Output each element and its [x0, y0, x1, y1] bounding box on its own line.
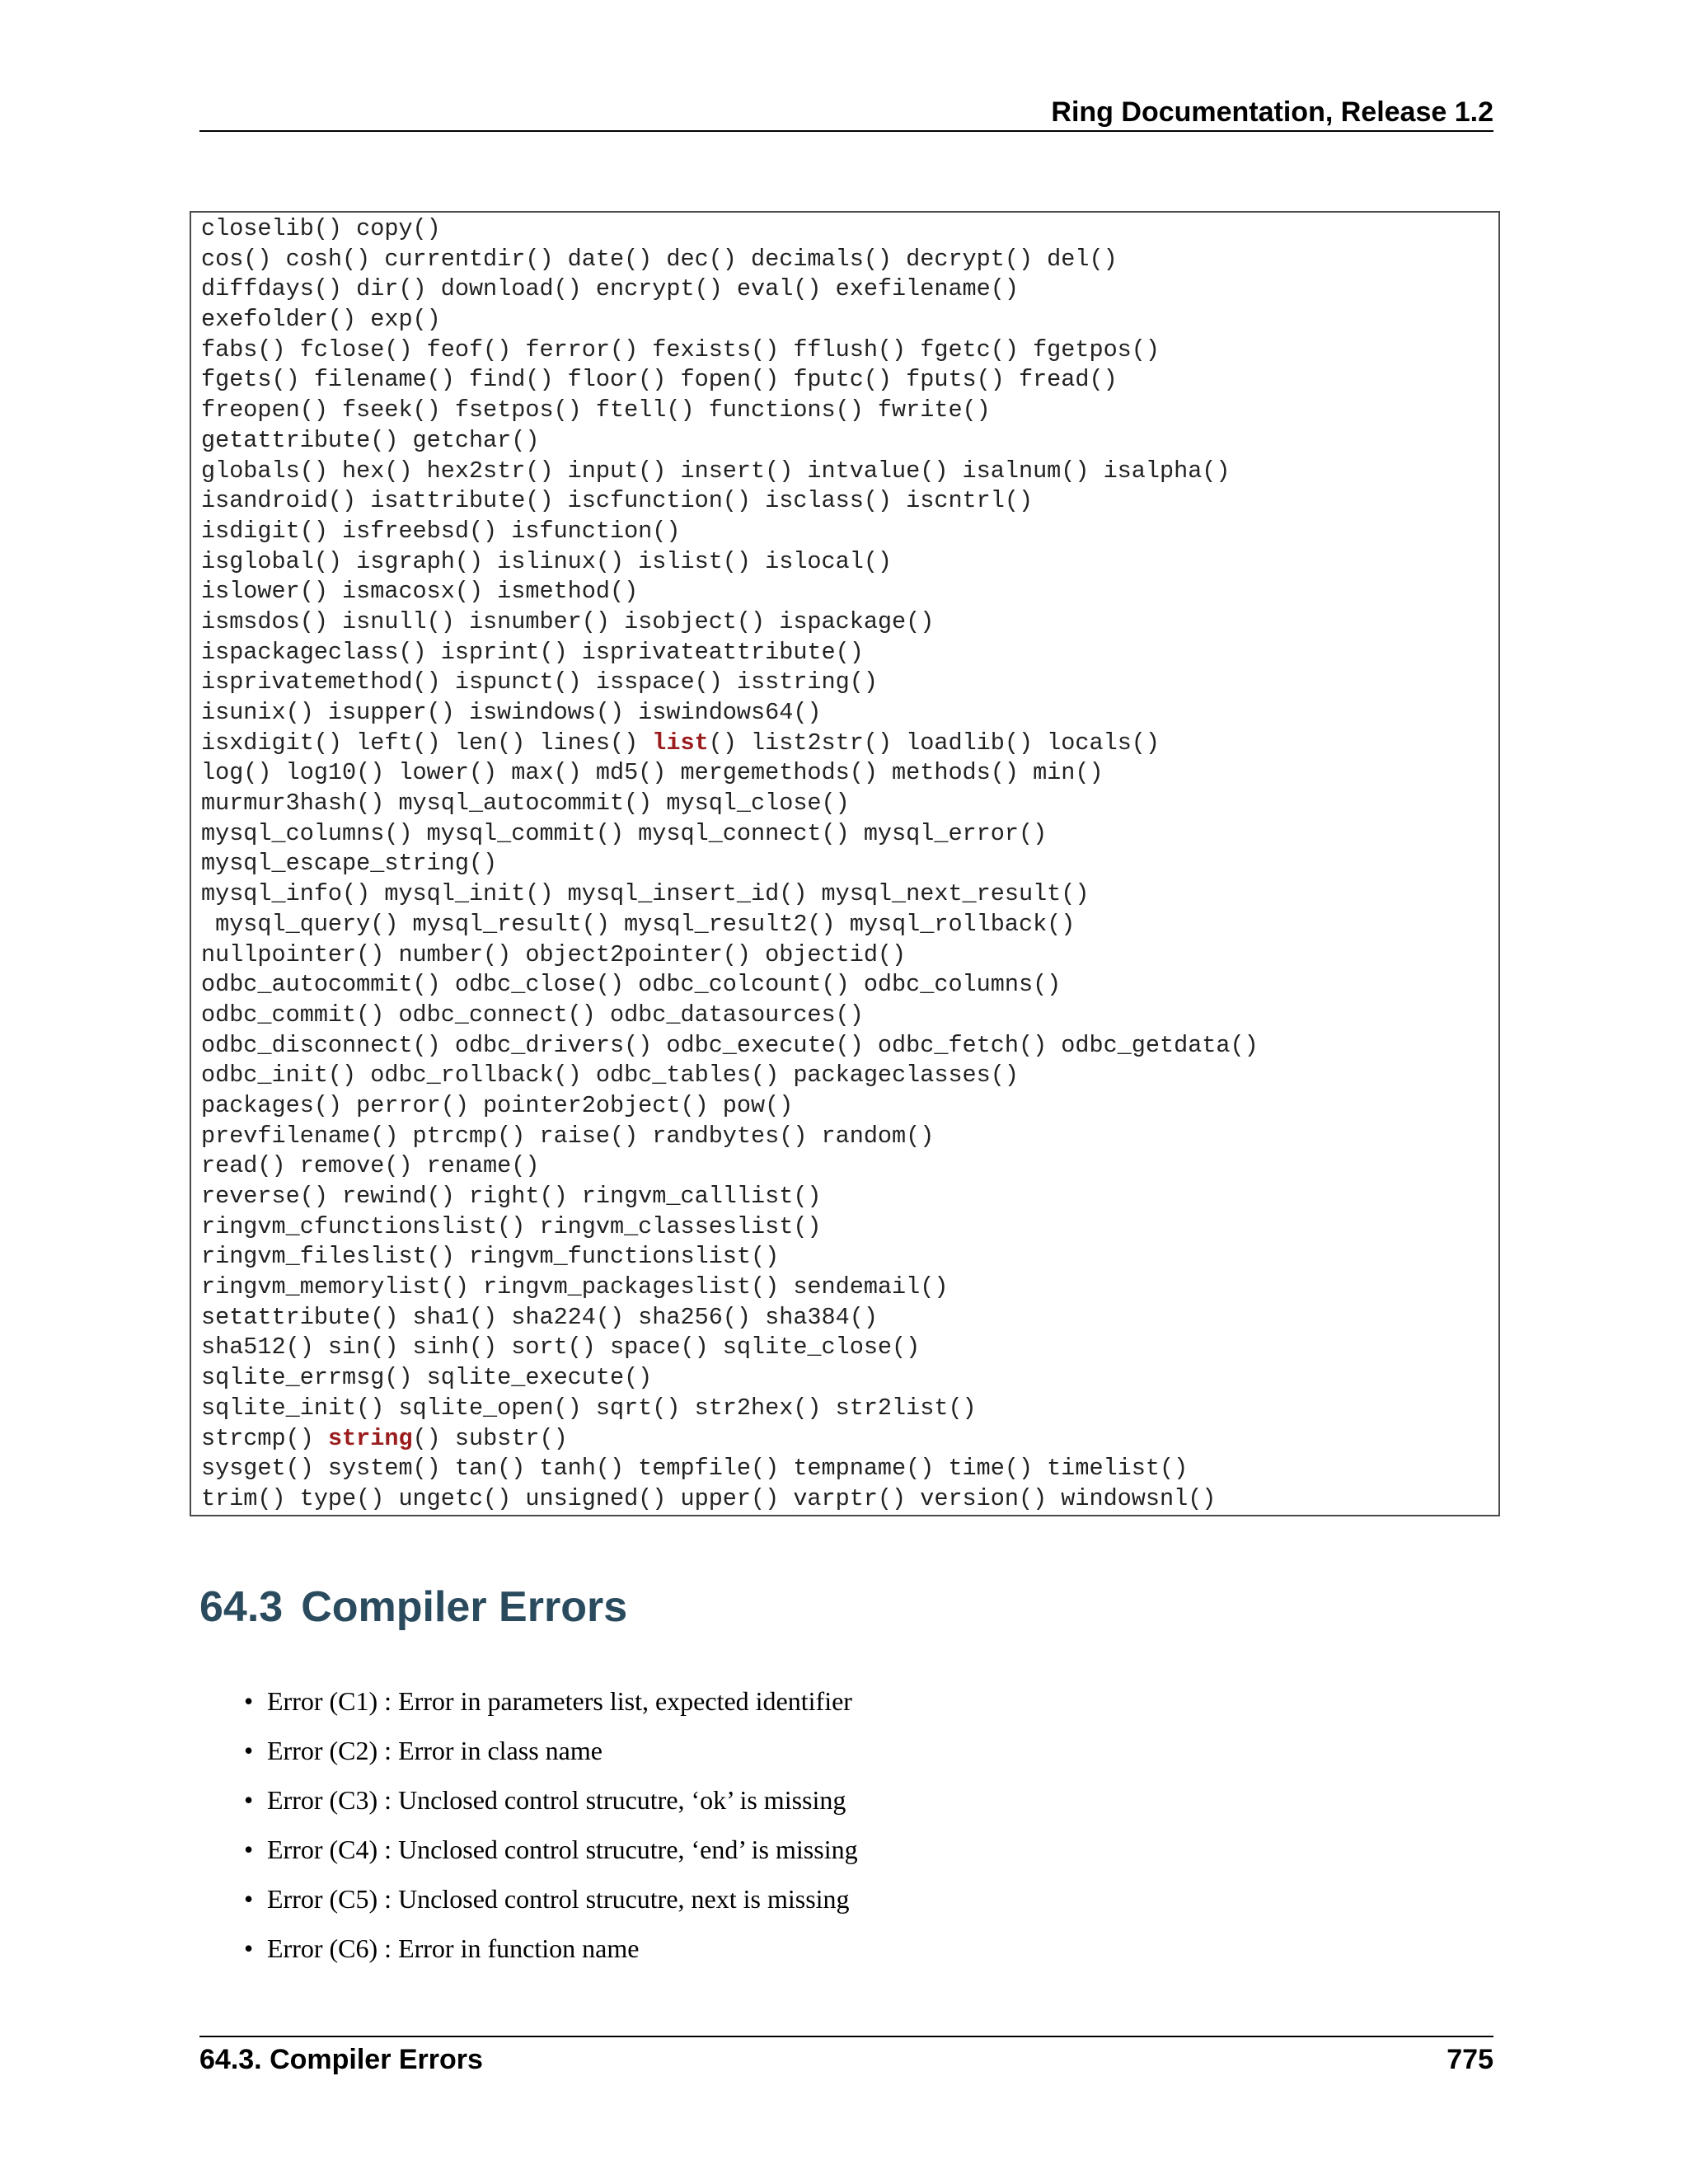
code-line: islower() ismacosx() ismethod() — [201, 578, 639, 606]
bullet-icon: • — [244, 1884, 254, 1914]
code-line: packages() perror() pointer2object() pow() — [201, 1091, 794, 1119]
error-text: Error (C3) : Unclosed control strucutre, ‘ok’ is missing — [267, 1785, 846, 1815]
code-keyword-link[interactable]: list — [652, 729, 709, 757]
code-line: odbc_disconnect() odbc_drivers() odbc_execute() odbc_fetch() odbc_getdata() — [201, 1031, 1259, 1059]
code-line: odbc_autocommit() odbc_close() odbc_colcount() odbc_columns() — [201, 971, 1062, 999]
code-line: nullpointer() number() object2pointer() objectid() — [201, 940, 907, 968]
bullet-icon: • — [244, 1686, 254, 1716]
page-footer — [199, 2036, 1493, 2080]
list-item — [244, 1676, 858, 1726]
error-text: Error (C5) : Unclosed control strucutre, next is missing — [267, 1884, 850, 1914]
section-number: 64.3 — [199, 1583, 284, 1631]
list-item — [244, 1825, 858, 1874]
page-number: 775 — [1447, 2044, 1493, 2075]
code-line: isdigit() isfreebsd() isfunction() — [201, 517, 681, 545]
code-line: reverse() rewind() right() ringvm_calllist() — [201, 1183, 822, 1210]
code-text: () list2str() loadlib() locals() — [708, 729, 1160, 757]
code-line: mysql_escape_string() — [201, 850, 498, 878]
code-line: diffdays() dir() download() encrypt() eval() exefilename() — [201, 275, 1019, 303]
code-line: fgets() filename() find() floor() fopen() fputc() fputs() fread() — [201, 366, 1118, 394]
code-line: trim() type() ungetc() unsigned() upper() varptr() version() windowsnl() — [201, 1484, 1217, 1512]
code-line: isandroid() isattribute() iscfunction() isclass() iscntrl() — [201, 487, 1034, 515]
code-line: sqlite_init() sqlite_open() sqrt() str2hex() str2list() — [201, 1394, 977, 1422]
code-line: fabs() fclose() feof() ferror() fexists() fflush() fgetc() fgetpos() — [201, 335, 1160, 363]
code-text: () substr() — [412, 1424, 568, 1452]
document-title: Ring Documentation, Release 1.2 — [1051, 96, 1493, 128]
code-line: ispackageclass() isprint() isprivateattribute() — [201, 638, 864, 666]
list-item — [244, 1874, 858, 1924]
code-line: ringvm_memorylist() ringvm_packageslist() sendemail() — [201, 1273, 949, 1301]
code-line — [201, 1424, 1498, 1455]
code-line: getattribute() getchar() — [201, 426, 540, 454]
list-item — [244, 1726, 858, 1775]
error-text: Error (C4) : Unclosed control strucutre, ‘end’ is missing — [267, 1835, 858, 1864]
error-text: Error (C6) : Error in function name — [267, 1933, 640, 1963]
error-text: Error (C1) : Error in parameters list, expected identifier — [267, 1686, 852, 1716]
bullet-icon: • — [244, 1736, 254, 1765]
footer-section-label: 64.3. Compiler Errors — [199, 2044, 483, 2075]
code-line: globals() hex() hex2str() input() insert() intvalue() isalnum() isalpha() — [201, 457, 1231, 485]
code-line: log() log10() lower() max() md5() mergemethods() methods() min() — [201, 759, 1104, 787]
error-text: Error (C2) : Error in class name — [267, 1736, 603, 1765]
code-line: isunix() isupper() iswindows() iswindows64() — [201, 699, 822, 726]
code-line: isglobal() isgraph() islinux() islist() islocal() — [201, 547, 893, 575]
bullet-icon: • — [244, 1933, 254, 1963]
page-header — [199, 94, 1493, 132]
section-title: Compiler Errors — [301, 1583, 628, 1631]
code-line: ismsdos() isnull() isnumber() isobject() ispackage() — [201, 607, 935, 635]
code-line: odbc_init() odbc_rollback() odbc_tables() packageclasses() — [201, 1062, 1019, 1090]
code-line: closelib() copy() — [201, 215, 441, 242]
code-line: sqlite_errmsg() sqlite_execute() — [201, 1364, 653, 1392]
code-line: mysql_columns() mysql_commit() mysql_connect() mysql_error() — [201, 819, 1048, 847]
code-line: odbc_commit() odbc_connect() odbc_datasources() — [201, 1001, 864, 1029]
code-line: setattribute() sha1() sha224() sha256() sha384() — [201, 1303, 878, 1331]
code-line: prevfilename() ptrcmp() raise() randbytes() random() — [201, 1122, 935, 1150]
section-heading — [199, 1582, 627, 1632]
code-keyword-link[interactable]: string — [327, 1424, 413, 1452]
code-line: isprivatemethod() ispunct() isspace() isstring() — [201, 668, 878, 696]
code-line: cos() cosh() currentdir() date() dec() decimals() decrypt() del() — [201, 245, 1118, 273]
code-line: ringvm_fileslist() ringvm_functionslist() — [201, 1243, 780, 1271]
code-line: mysql_query() mysql_result() mysql_result2() mysql_rollback() — [201, 910, 1076, 938]
code-line: read() remove() rename() — [201, 1152, 540, 1180]
code-line: sha512() sin() sinh() sort() space() sqlite_close() — [201, 1333, 921, 1361]
code-line: exefolder() exp() — [201, 306, 441, 334]
code-line: mysql_info() mysql_init() mysql_insert_id() mysql_next_result() — [201, 880, 1090, 908]
code-block — [190, 211, 1500, 1516]
bullet-icon: • — [244, 1835, 254, 1864]
code-line: freopen() fseek() fsetpos() ftell() functions() fwrite() — [201, 396, 991, 424]
code-text: strcmp() — [201, 1424, 328, 1452]
list-item — [244, 1924, 858, 1973]
code-line: ringvm_cfunctionslist() ringvm_classeslist() — [201, 1212, 822, 1240]
code-text: isxdigit() left() len() lines() — [201, 729, 653, 757]
error-list — [244, 1676, 858, 1973]
code-line: sysget() system() tan() tanh() tempfile() tempname() time() timelist() — [201, 1455, 1189, 1483]
list-item — [244, 1775, 858, 1825]
bullet-icon: • — [244, 1785, 254, 1815]
code-line: murmur3hash() mysql_autocommit() mysql_close() — [201, 790, 850, 818]
code-line — [201, 729, 1498, 759]
